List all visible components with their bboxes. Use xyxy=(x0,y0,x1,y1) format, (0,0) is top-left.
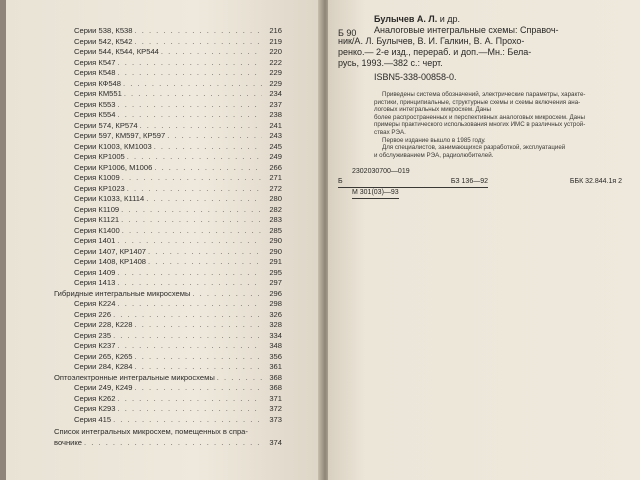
toc-entry-page: 356 xyxy=(269,351,282,361)
toc-entry-text: Серия КМ551 xyxy=(74,89,122,98)
toc-entry-text: Гибридные интегральные микросхемы xyxy=(54,288,191,298)
toc-leader-dots xyxy=(117,268,262,279)
toc-leader-dots xyxy=(113,310,262,321)
toc-entry-text: Серии 228, К228 xyxy=(74,320,133,329)
toc-entry-page: 295 xyxy=(269,267,282,277)
toc-entry-page: 229 xyxy=(269,78,282,88)
toc-entry-text: Серия К1009 xyxy=(74,173,120,182)
annotation-line: Для специалистов, занимающихся разработкой, эксплуатацией xyxy=(382,144,566,152)
toc-entry-text: Серия К262 xyxy=(74,393,116,403)
toc-entry xyxy=(54,163,282,174)
toc-entry-page: 372 xyxy=(269,404,282,413)
author-name: Булычев А. Л. xyxy=(374,14,438,24)
toc-entry-text: Оптоэлектронные интегральные микросхемы xyxy=(54,372,215,382)
book-title-line: русь, 1993.—382 с.: черт. xyxy=(338,58,443,68)
toc-leader-dots xyxy=(113,331,262,342)
toc-leader-dots xyxy=(135,320,262,331)
toc-entry xyxy=(54,215,282,226)
toc-leader-dots xyxy=(135,383,262,394)
toc-entry-page: 371 xyxy=(269,393,282,403)
toc-entry-page: 280 xyxy=(269,194,282,203)
toc-entry xyxy=(54,331,282,342)
toc-entry xyxy=(54,341,282,352)
toc-entry-text: Серии К1033, К1114 xyxy=(74,194,145,203)
toc-entry xyxy=(54,58,282,69)
toc-entry-page: 290 xyxy=(269,246,282,256)
toc-entry-page: 219 xyxy=(269,36,282,46)
index-b-number: 2302030700—019 xyxy=(352,168,410,176)
toc-leader-dots xyxy=(121,205,262,216)
toc-final-entry xyxy=(54,427,282,448)
book-title-line: Аналоговые интегральные схемы: Справоч- xyxy=(374,25,559,35)
toc-leader-dots xyxy=(161,47,262,58)
toc-entry-page: 229 xyxy=(269,68,282,77)
toc-entry-page: 285 xyxy=(269,225,282,235)
toc-entry-text: Серия К293 xyxy=(74,404,116,413)
annotation-line: и обслуживанием РЭА, радиолюбителей. xyxy=(374,151,494,159)
annotation-line: Первое издание вышло в 1985 году. xyxy=(382,136,486,144)
toc-leader-dots xyxy=(118,404,263,415)
toc-leader-dots xyxy=(135,362,262,373)
toc-entry-page: 283 xyxy=(269,215,282,224)
toc-leader-dots xyxy=(148,257,262,268)
toc-entry-page: 216 xyxy=(269,26,282,35)
annotation-line: ствах РЭА. xyxy=(374,128,406,136)
toc-leader-dots xyxy=(135,352,262,363)
toc-entry-text: Серия КР1023 xyxy=(74,183,125,193)
toc-entry xyxy=(54,142,282,153)
toc-entry xyxy=(54,257,282,268)
toc-leader-dots xyxy=(118,58,263,69)
toc-entry-page: 373 xyxy=(269,414,282,424)
toc-entry xyxy=(54,173,282,184)
toc-leader-dots xyxy=(84,438,262,449)
toc-entry-page: 334 xyxy=(269,330,282,340)
toc-entry-page: 237 xyxy=(269,99,282,109)
toc-entry-page: 266 xyxy=(269,162,282,172)
toc-leader-dots xyxy=(124,89,262,100)
toc-entry-text: Серия К1400 xyxy=(74,225,120,235)
toc-entry-text: Серия 226 xyxy=(74,309,112,319)
toc-entry xyxy=(54,194,282,205)
toc-entry-text: Серия К1109 xyxy=(74,204,120,214)
toc-entry-page: 222 xyxy=(269,57,282,67)
annotation-line: более распространенных и перспективных аналоговых микросхем. Даны xyxy=(374,113,585,121)
toc-leader-dots xyxy=(154,142,262,153)
toc-entry xyxy=(54,89,282,100)
toc-entry-page: 282 xyxy=(269,204,282,214)
toc-entry-page: 241 xyxy=(269,120,282,130)
toc-entry-page: 238 xyxy=(269,110,282,119)
toc-entry xyxy=(54,415,282,426)
toc-leader-dots xyxy=(118,100,263,111)
toc-entry xyxy=(54,100,282,111)
index-bz: БЗ 136—92 xyxy=(450,178,488,186)
toc-entry xyxy=(54,205,282,216)
toc-leader-dots xyxy=(118,110,263,121)
toc-entry-page: 272 xyxy=(269,183,282,193)
annotation-line: ристики, принципиальные, структурные схемы и схемы включения ана- xyxy=(374,98,581,106)
toc-entry-page: 290 xyxy=(269,236,282,245)
toc-entry-text: Серии 1408, КР1408 xyxy=(74,257,147,266)
toc-entry-text: Серии 597, КМ597, КР597 xyxy=(74,131,166,140)
toc-entry-text: Серия 1401 xyxy=(74,236,116,245)
toc-entry-page: 234 xyxy=(269,89,282,98)
annotation-text xyxy=(374,91,622,159)
toc-entry-text: Серии 542, К542 xyxy=(74,36,133,46)
toc-leader-dots xyxy=(117,278,262,289)
toc-entry xyxy=(54,362,282,373)
toc-entry-text: Серия КФ548 xyxy=(74,78,122,88)
index-m: М 301(03)—93 xyxy=(352,188,399,199)
toc-leader-dots xyxy=(118,394,263,405)
toc-entry-text: Серия КР1005 xyxy=(74,152,125,161)
toc-final-entry-page: 374 xyxy=(269,437,282,447)
toc-entry-page: 368 xyxy=(269,372,282,382)
toc-entry xyxy=(54,184,282,195)
toc-entry-page: 220 xyxy=(269,47,282,56)
toc-entry-page: 368 xyxy=(269,383,282,392)
toc-entry xyxy=(54,278,282,289)
book-title-line: ренко.— 2-е изд., перераб. и доп.—Мн.: Бела- xyxy=(338,47,532,57)
toc-entry-text: Серии К1003, КМ1003 xyxy=(74,141,152,151)
annotation-line: Приведены система обозначений, электрические параметры, характе- xyxy=(382,91,586,98)
toc-leader-dots xyxy=(113,415,262,426)
toc-entry-text: Серия 235 xyxy=(74,330,112,340)
toc-leader-dots xyxy=(192,289,262,300)
toc-leader-dots xyxy=(118,299,263,310)
annotation-line: примеры практического использования многих ИМС в различных устрой- xyxy=(374,121,586,129)
toc-leader-dots xyxy=(122,226,262,237)
toc-entry-page: 249 xyxy=(269,152,282,161)
toc-final-entry-line1: Список интегральных микросхем, помещенных в спра- xyxy=(54,427,248,436)
author-line xyxy=(374,14,622,25)
toc-entry-text: Серии 544, К544, КР544 xyxy=(74,47,159,56)
toc-entry-page: 271 xyxy=(269,173,282,182)
toc-final-entry-line2: вочнике xyxy=(54,437,83,447)
toc-entry-page: 243 xyxy=(269,131,282,140)
toc-entry xyxy=(54,226,282,237)
toc-entry-text: Серии КР1006, М1006 xyxy=(74,162,153,172)
toc-entry-text: Серия К224 xyxy=(74,299,116,308)
toc-entry-text: Серия 1413 xyxy=(74,278,116,287)
toc-entry-text: Серия К548 xyxy=(74,68,116,77)
toc-entry xyxy=(54,37,282,48)
toc-leader-dots xyxy=(146,194,262,205)
toc-section-heading xyxy=(54,373,282,384)
toc-entry xyxy=(54,236,282,247)
toc-leader-dots xyxy=(118,341,263,352)
toc-entry-page: 326 xyxy=(269,309,282,319)
toc-entry-page: 348 xyxy=(269,341,282,350)
toc-entry xyxy=(54,152,282,163)
book-title-line: ник/А. Л. Булычев, В. И. Галкин, В. А. Прохо- xyxy=(338,36,525,46)
toc-entry-text: Серия К554 xyxy=(74,110,116,119)
toc-entry-text: Серия 1409 xyxy=(74,267,116,277)
toc-entry xyxy=(54,299,282,310)
toc-entry xyxy=(54,394,282,405)
toc-entry-page: 298 xyxy=(269,299,282,308)
toc-leader-dots xyxy=(123,79,262,90)
toc-entry-page: 328 xyxy=(269,320,282,329)
annotation-line: логовых интегральных микросхем. Даны xyxy=(374,106,492,114)
library-code: Б 90 xyxy=(338,28,357,38)
index-b-prefix: Б xyxy=(338,178,343,186)
toc-leader-dots xyxy=(118,68,263,79)
toc-entry-text: Серия К237 xyxy=(74,341,116,350)
toc-section-heading xyxy=(54,289,282,300)
toc-entry xyxy=(54,79,282,90)
toc-entry-text: Серия К553 xyxy=(74,99,116,109)
toc-entry-text: Серия К1121 xyxy=(74,215,120,224)
toc-entry-text: Серия К547 xyxy=(74,57,116,67)
toc-leader-dots xyxy=(140,121,262,132)
toc-entry xyxy=(54,383,282,394)
toc-entry-text: Серия 415 xyxy=(74,414,112,424)
bbk-index: ББК 32.844.1я 2 xyxy=(569,178,622,186)
toc-entry xyxy=(54,47,282,58)
toc-entry-text: Серии 249, К249 xyxy=(74,383,133,392)
toc-leader-dots xyxy=(167,131,262,142)
table-of-contents xyxy=(54,26,282,448)
toc-leader-dots xyxy=(217,373,262,384)
toc-leader-dots xyxy=(135,26,262,37)
toc-entry xyxy=(54,110,282,121)
toc-entry xyxy=(54,320,282,331)
toc-entry-text: Серии 1407, КР1407 xyxy=(74,246,147,256)
toc-entry-page: 291 xyxy=(269,257,282,266)
toc-entry xyxy=(54,68,282,79)
catalogue-card xyxy=(338,14,622,199)
toc-entry xyxy=(54,131,282,142)
toc-entry-text: Серии 538, К538 xyxy=(74,26,133,35)
toc-entry xyxy=(54,247,282,258)
toc-entry xyxy=(54,310,282,321)
classification-indexes xyxy=(338,167,622,199)
toc-entry-page: 245 xyxy=(269,141,282,151)
toc-entry xyxy=(54,404,282,415)
toc-leader-dots xyxy=(117,236,262,247)
toc-entry-page: 297 xyxy=(269,278,282,287)
toc-entry xyxy=(54,121,282,132)
toc-leader-dots xyxy=(127,184,262,195)
toc-entry xyxy=(54,268,282,279)
isbn: ISBN5-338-00858-0. xyxy=(374,72,457,82)
toc-leader-dots xyxy=(154,163,262,174)
toc-entry-text: Серии 284, К284 xyxy=(74,362,133,371)
toc-entry xyxy=(54,352,282,363)
toc-leader-dots xyxy=(148,247,262,258)
toc-entry-page: 361 xyxy=(269,362,282,371)
toc-entry-page: 296 xyxy=(269,288,282,298)
toc-entry xyxy=(54,26,282,37)
toc-leader-dots xyxy=(121,215,262,226)
toc-entry-text: Серии 265, К265 xyxy=(74,351,133,361)
author-suffix: и др. xyxy=(437,14,461,24)
toc-leader-dots xyxy=(127,152,262,163)
toc-leader-dots xyxy=(122,173,262,184)
toc-leader-dots xyxy=(135,37,262,48)
toc-entry-text: Серии 574, КР574 xyxy=(74,120,138,130)
